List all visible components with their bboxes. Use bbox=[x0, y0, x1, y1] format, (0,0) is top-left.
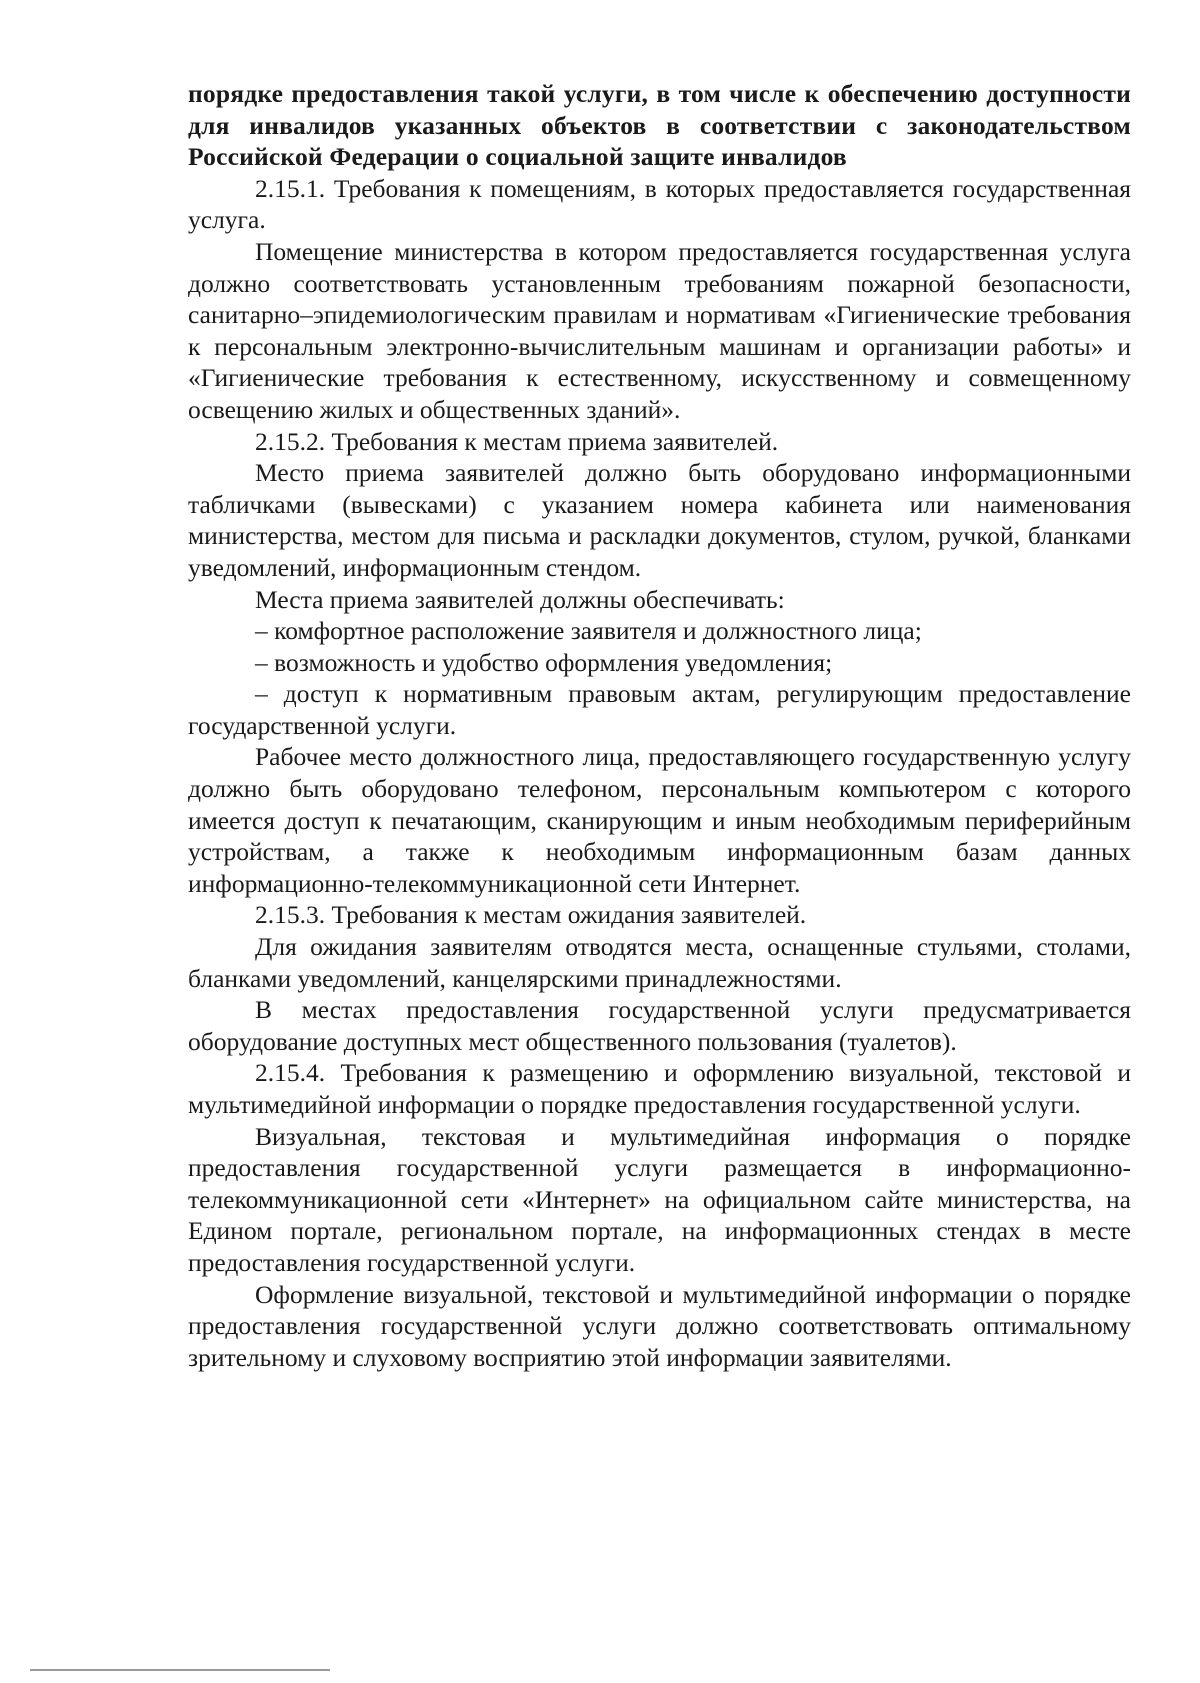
paragraph-information-placement: Визуальная, текстовая и мультимедийная информация о порядке предоставления государственной услуги размещается в информационно-телекоммуникационной сети «Интернет» на официальном сайте министерства, на Едином портале, региональном портале, на информационных стендах в месте предоставления государственной услуги. bbox=[188, 1121, 1131, 1277]
paragraph-reception-equipment: Место приема заявителей должно быть оборудовано информационными табличками (вывесками) с указанием номера кабинета или наименования министерства, местом для письма и раскладки документов, стулом, ручкой, бланками уведомлений, информационным стендом. bbox=[188, 458, 1131, 582]
list-item-comfort: – комфортное расположение заявителя и должностного лица; bbox=[255, 616, 922, 646]
paragraph-restrooms: В местах предоставления государственной услуги предусматривается оборудование доступных мест общественного пользования (туалетов). bbox=[188, 995, 1131, 1056]
list-item-legal-access: – доступ к нормативным правовым актам, регулирующим предоставление государственной услуги. bbox=[188, 679, 1131, 740]
scan-edge-line bbox=[30, 1669, 330, 1671]
paragraph-waiting-places: Для ожидания заявителям отводятся места, оснащенные стульями, столами, бланками уведомлений, канцелярскими принадлежностями. bbox=[188, 932, 1131, 993]
paragraph-2-15-1-title: 2.15.1. Требования к помещениям, в которых предоставляется государственная услуга. bbox=[188, 173, 1131, 235]
paragraph-2-15-3-title: 2.15.3. Требования к местам ожидания заявителей. bbox=[255, 900, 807, 930]
paragraph-2-15-2-title: 2.15.2. Требования к местам приема заявителей. bbox=[255, 426, 779, 456]
document-body bbox=[188, 78, 1131, 1373]
section-heading: порядке предоставления такой услуги, в том числе к обеспечению доступности для инвалидов указанных объектов в соответствии с законодательством Российской Федерации о социальной защите инвалидов bbox=[188, 79, 1131, 172]
list-item-convenience: – возможность и удобство оформления уведомления; bbox=[255, 647, 833, 677]
paragraph-information-design: Оформление визуальной, текстовой и мультимедийной информации о порядке предоставления государственной услуги должно соответствовать оптимальному зрительному и слуховому восприятию этой информации заявителями. bbox=[188, 1279, 1131, 1372]
paragraph-workplace: Рабочее место должностного лица, предоставляющего государственную услугу должно быть оборудовано телефоном, персональным компьютером с которого имеется доступ к печатающим, сканирующим и иным необходимым периферийным устройствам, а также к необходимым информационным базам данных информационно-телекоммуникационной сети Интернет. bbox=[188, 742, 1131, 898]
paragraph-2-15-4-title: 2.15.4. Требования к размещению и оформлению визуальной, текстовой и мультимедийной информации о порядке предоставления государственной услуги. bbox=[188, 1058, 1131, 1119]
paragraph-premises-requirements: Помещение министерства в котором предоставляется государственная услуга должно соответствовать установленным требованиям пожарной безопасности, санитарно–эпидемиологическим правилам и нормативам «Гигиенические требования к персональным электронно-вычислительным машинам и организации работы» и «Гигиенические требования к естественному, искусственному и совмещенному освещению жилых и общественных зданий». bbox=[188, 236, 1131, 424]
paragraph-reception-provisions: Места приема заявителей должны обеспечивать: bbox=[255, 584, 785, 614]
